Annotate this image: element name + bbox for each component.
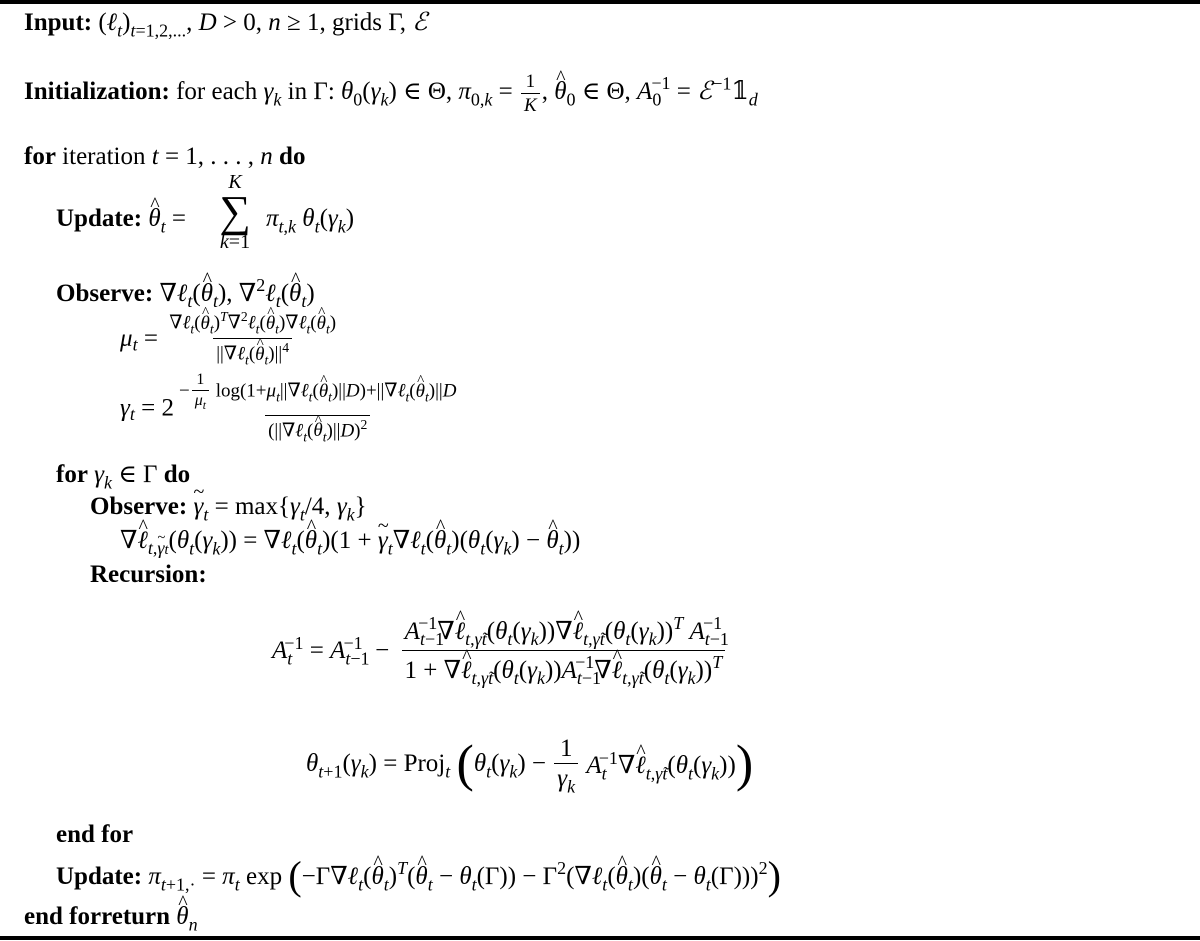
inverse-update-equation: $A_t^{-1} = A_{t-1}^{-1}$ − $\frac{A_{t-1}^{-1}\nabla\^{} \ell_{t,\gammãt}(\theta_t(\gamma_k))\nabla\^{} \ell_{t,\gammãt}(\theta_t(\gamma_k))^T A_{t-1}^{-1}}{1 + \nabla\^{} \ell_{t,\gammãt}(\theta_t(\gamma_k))A_{t-1}^{-1}\nabla\^{} \ell_{t,\gammãt}(\theta_t(\gamma_k))^T}$ (272, 614, 727, 687)
do-gamma-keyword: do (163, 461, 191, 488)
for-each-text: for each (176, 78, 258, 106)
max-text: max (234, 493, 278, 520)
observe-keyword: Observe: (56, 279, 154, 307)
sum-body: $\pi_{t,k}$ $\theta_t(\gamma_k)$ (266, 205, 355, 237)
proj-text: Proj (403, 749, 446, 777)
end-for-keyword: end for (56, 821, 134, 848)
do-keyword: do (279, 143, 306, 170)
initialization-line: Initialization: for each $\gamma_k$ in Γ: $\theta_0(\gamma_k)$ ∈ Θ, $\pi_{0,k}$ = $\frac{1}{K}$ , ^ $\theta_0$ ∈ Θ, $A_0^{-1}$ = $ℰ^{-1}𝟙_d$ (24, 72, 758, 115)
update-pi-keyword: Update: (56, 863, 143, 890)
recursion-line (90, 562, 207, 587)
gradient-estimate-line: ∇^ $\ell_{t,\sim \gamma t}(\theta_t(\gamma_k))$ = ∇ℓ$_t$(^ $\theta_t)(1$ + ~ $\gamma_t\nabla\ell_t(\^{}$ $\theta_t)(\theta_t(\gamma_k)$ − ^ $\theta_t$)) (120, 528, 580, 558)
top-rule (0, 0, 1200, 4)
end-for-return-line: end forreturn ^ $\theta_n$ (24, 904, 198, 933)
observe-gradients-line: Observe: ∇ℓ$_t$(^ $\theta_t$), ∇$^2$ℓ$_t$(^ $\theta_t$) (56, 276, 315, 310)
projection-equation: $\theta_{t+1}(\gamma_k)$ = Proj$_t$ ($\theta_t(\gamma_k)$ − $\frac{1}{\gamma_k}$ $A_t^{-1}\nabla\^{}$ $\ell_{t,\gammãt}(\theta_t(\gamma_k))$) (306, 736, 753, 795)
input-keyword: Input: (24, 9, 93, 36)
update-keyword: Update: (56, 205, 143, 232)
log-text: log (215, 380, 240, 402)
recursion-keyword: Recursion: (90, 561, 207, 588)
input-line: Input: $(\ell_t)_{t=1,2,...}$, D > 0, n ≥ 1, grids Γ, ℰ (24, 9, 428, 41)
observe-inner-keyword: Observe: (90, 493, 188, 520)
bottom-rule (0, 936, 1200, 940)
observe-tilde-gamma-line: Observe: ~ $\gamma_t = \max\{\gamma_t/4$, $\gamma_k$} (90, 494, 367, 523)
end-for-line (56, 822, 133, 847)
exp-text: exp (245, 863, 283, 890)
update-pi-line: Update: $\pi_{t+1,\cdot} = \pi_t$ exp (−Γ∇ℓ$_t$(^ $\theta_t)^T(\^{}$ $\theta_t - \theta_t(\Gamma)$) − $\Gamma^2(\nabla\ell_t(\^{}$ $\theta_t)(\^{}$ $\theta_t - \theta_t(\Gamma)))^2$) (56, 856, 781, 896)
update-theta-line: Update: ^ $\theta_t$ = (56, 206, 186, 235)
for-iteration-line: for iteration t = 1, . . . , n do (24, 143, 306, 170)
for-gamma-line: for $\gamma_k$ ∈ Γ do (56, 461, 191, 493)
iteration-text: iteration (62, 143, 146, 170)
in-text: in (287, 78, 308, 106)
for-keyword: for (24, 143, 56, 170)
for-gamma-keyword: for (56, 461, 88, 488)
gamma-definition: $\gamma_t = 2$ − $\frac{1}{\mu_t}$ $\log(1+\mu_t||\nabla\ell_t(\^{}$ $\theta_t)||D)+||\nabla\ell_t(\^{}$ $\theta_t)||D$ (||∇ℓ$_t$(^ $\theta_t)||D)^2$ (120, 372, 461, 444)
sum-symbol: K ∑ k=1 (219, 171, 251, 253)
grids-text: grids (332, 9, 383, 36)
mu-definition: $\mu_t$ = $\frac{\nabla\ell_t(\^{} \theta_t)^T\nabla^2\ell_t(\^{} \theta_t)\nabla\ell_t(\^{} \theta_t)}{||\nabla\ell_t(\^{} \theta_t)||^4}$ (120, 310, 341, 367)
initialization-keyword: Initialization: (24, 78, 170, 106)
end-for-return-keyword: end forreturn (24, 903, 171, 930)
